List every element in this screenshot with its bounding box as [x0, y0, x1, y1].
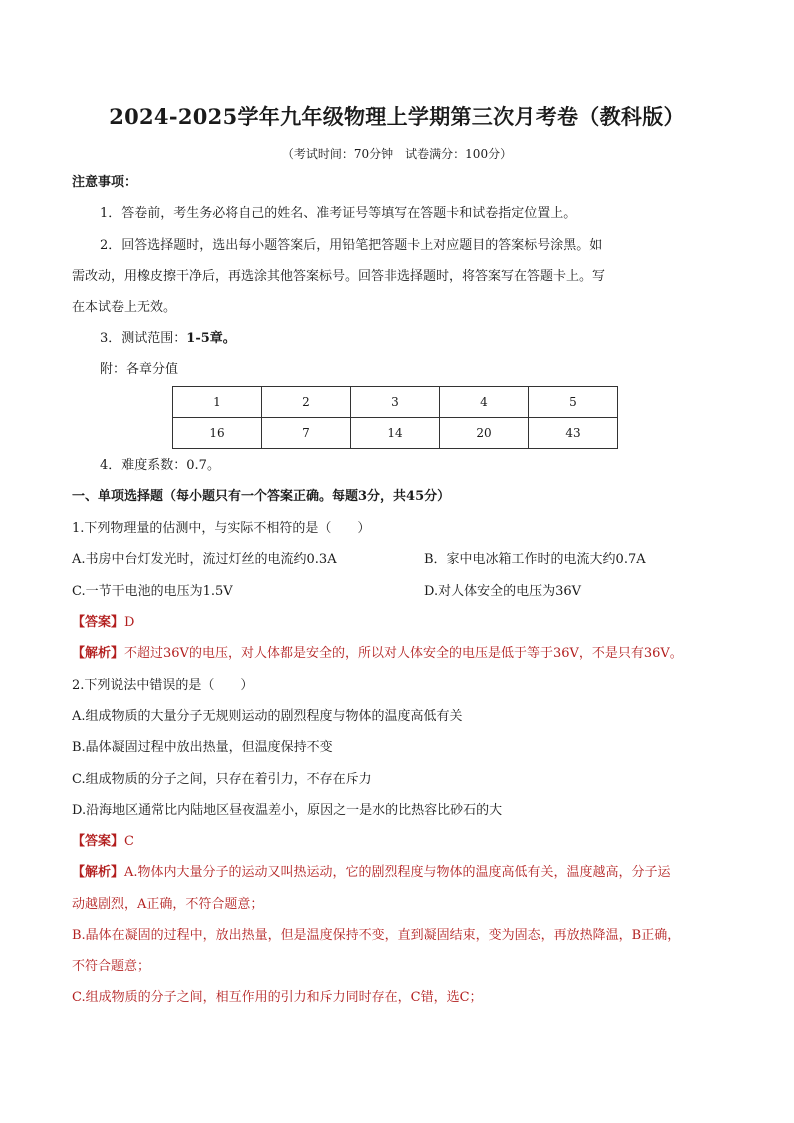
q2-option-b: B.晶体凝固过程中放出热量，但温度保持不变 — [72, 740, 333, 755]
q2-analysis-b-line1: B.晶体在凝固的过程中，放出热量，但是温度保持不变，直到凝固结束，变为固态，再放热降温，B正确， — [72, 928, 681, 943]
answer-tag: 【答案】 — [72, 615, 125, 630]
analysis-text: A.物体内大量分子的运动又叫热运动，它的剧烈程度与物体的温度高低有关，温度越高，分子运 — [124, 865, 671, 880]
table-cell: 5 — [529, 387, 618, 418]
table-cell: 43 — [529, 418, 618, 449]
attach-label: 附：各章分值 — [100, 362, 179, 377]
analysis-tag: 【解析】 — [72, 646, 125, 661]
note-item-2-line3: 在本试卷上无效。 — [72, 300, 177, 315]
note-item-3-label: 3．测试范围： — [100, 331, 187, 346]
q1-option-d: D.对人体安全的电压为36V — [424, 584, 582, 599]
note-item-2-line1: 2．回答选择题时，选出每小题答案后，用铅笔把答题卡上对应题目的答案标号涂黑。如 — [100, 238, 603, 253]
q2-option-c: C.组成物质的分子之间，只存在着引力，不存在斥力 — [72, 772, 372, 787]
table-cell: 1 — [173, 387, 262, 418]
q2-analysis-b-line2: 不符合题意； — [72, 959, 151, 974]
q1-stem: 1.下列物理量的估测中，与实际不相符的是（ ） — [72, 521, 371, 536]
table-row-scores — [173, 418, 618, 449]
q2-option-a: A.组成物质的大量分子无规则运动的剧烈程度与物体的温度高低有关 — [72, 709, 463, 724]
answer-value: D — [124, 615, 135, 630]
exam-info: （考试时间：70分钟 试卷满分：100分） — [281, 147, 513, 161]
notes-heading: 注意事项： — [72, 175, 138, 190]
table-cell: 3 — [351, 387, 440, 418]
table-cell: 2 — [262, 387, 351, 418]
table-cell: 7 — [262, 418, 351, 449]
q1-answer — [72, 615, 134, 631]
answer-value: C — [124, 834, 134, 849]
q2-analysis-c: C.组成物质的分子之间，相互作用的引力和斥力同时存在，C错，选C； — [72, 990, 483, 1005]
table-row-chapters — [173, 387, 618, 418]
q2-analysis-a-line1 — [72, 865, 671, 881]
q2-answer — [72, 834, 134, 850]
note-item-3 — [100, 331, 236, 347]
table-cell: 14 — [351, 418, 440, 449]
chapter-score-table — [172, 386, 618, 449]
q2-option-d: D.沿海地区通常比内陆地区昼夜温差小，原因之一是水的比热容比砂石的大 — [72, 803, 503, 818]
note-item-2-line2: 需改动，用橡皮擦干净后，再选涂其他答案标号。回答非选择题时，将答案写在答题卡上。写 — [72, 269, 606, 284]
answer-tag: 【答案】 — [72, 834, 125, 849]
table-cell: 16 — [173, 418, 262, 449]
q2-analysis-a-line2: 动越剧烈，A正确，不符合题意； — [72, 897, 264, 912]
note-item-3-value: 1-5章。 — [186, 331, 236, 346]
q1-option-b: B．家中电冰箱工作时的电流大约0.7A — [424, 552, 646, 567]
note-item-1: 1．答卷前，考生务必将自己的姓名、准考证号等填写在答题卡和试卷指定位置上。 — [100, 206, 577, 221]
q1-option-c: C.一节干电池的电压为1.5V — [72, 584, 233, 599]
q1-analysis — [72, 646, 683, 662]
analysis-tag: 【解析】 — [72, 865, 125, 880]
table-cell: 20 — [440, 418, 529, 449]
page-title: 2024-2025学年九年级物理上学期第三次月考卷（教科版） — [109, 104, 685, 129]
table-cell: 4 — [440, 387, 529, 418]
q2-stem: 2.下列说法中错误的是（ ） — [72, 678, 254, 693]
q1-option-a: A.书房中台灯发光时，流过灯丝的电流约0.3A — [72, 552, 337, 567]
section-heading: 一、单项选择题（每小题只有一个答案正确。每题3分，共45分） — [72, 489, 451, 504]
note-item-4: 4．难度系数：0.7。 — [100, 458, 220, 473]
analysis-text: 不超过36V的电压，对人体都是安全的，所以对人体安全的电压是低于等于36V，不是只有36V。 — [124, 646, 683, 661]
